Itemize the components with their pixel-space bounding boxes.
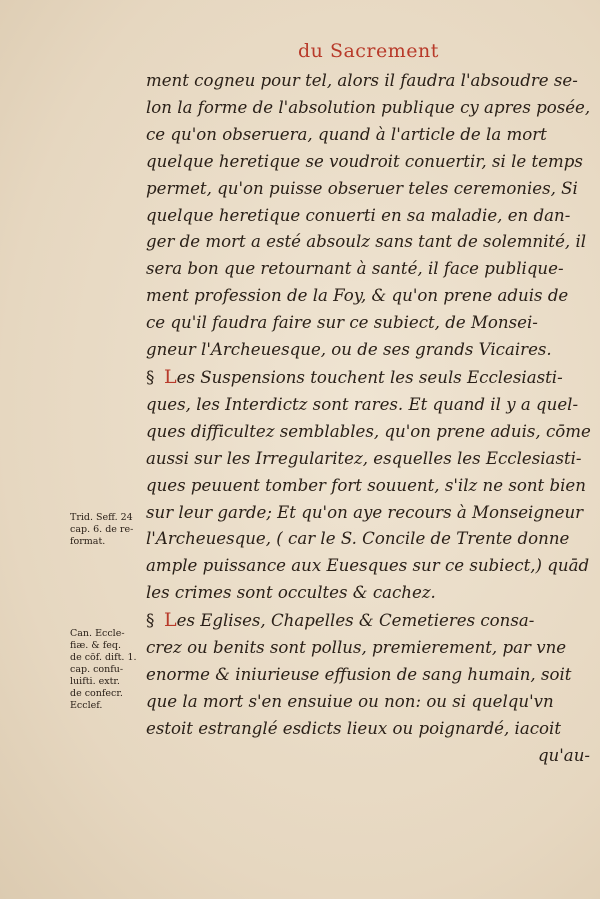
running-head: du Sacrement [298,40,439,62]
paragraph-3 [146,607,594,743]
first-line-text: es Eglises, Chapelles & Cemetieres consa- [176,611,535,631]
section-mark: § [146,611,155,631]
margin-note-trident [70,512,152,548]
paragraph-1 [146,68,594,364]
text-line: permet, qu'on puisse obseruer teles ceremonies, Si [146,178,578,198]
text-line [146,364,594,392]
text-line: estoit estranglé esdicts lieux ou poignardé, iacoit [146,718,562,738]
text-line: lon la forme de l'absolution publique cy apres posée, [146,97,591,117]
first-line-text: es Suspensions touchent les seuls Ecclesiasti- [176,367,563,387]
text-line: ample puissance aux Euesques sur ce subiect,) quād [146,556,590,576]
text-line: ment profession de la Foy, & qu'on prene aduis de [146,286,569,306]
margin-note-line: luifti. extr. [70,676,120,687]
initial-letter: L [164,365,177,388]
text-line: sur leur garde; Et qu'on aye recours à Monseigneur [146,502,584,522]
text-line: ques, les Interdictz sont rares. Et quand il y a quel- [146,394,579,414]
paragraph-2 [146,364,594,607]
text-line: quelque heretique conuerti en sa maladie, en dan- [146,205,571,225]
text-line: aussi sur les Irregularitez, esquelles les Ecclesiasti- [146,448,582,468]
margin-note-line: de confecr. [70,688,123,699]
section-mark: § [146,367,155,387]
text-line: crez ou benits sont pollus, premierement, par vne [146,638,567,658]
margin-note-line: de cōf. dift. 1. [70,652,137,663]
margin-note-line: Trid. Seff. 24 [70,512,133,523]
margin-note-line: cap. 6. de re- [70,524,134,535]
body-text [146,68,594,770]
text-line: quelque heretique se voudroit conuertir, si le temps [146,151,583,171]
margin-note-line: Can. Eccle- [70,628,125,639]
margin-note-line: Ecclef. [70,700,103,711]
text-line [146,607,594,635]
initial-letter: L [164,609,177,632]
catchword: qu'au- [537,745,590,765]
margin-note-line: format. [70,536,106,547]
margin-note-line: cap. confu- [70,664,124,675]
text-line: ques peuuent tomber fort souuent, s'ilz ne sont bien [146,475,586,495]
text-line: ce qu'on obseruera, quand à l'article de la mort [146,124,547,144]
text-line: enorme & iniurieuse effusion de sang humain, soit [146,664,572,684]
text-line: sera bon que retournant à santé, il face publique- [146,259,564,279]
text-line: ger de mort a esté absoulz sans tant de solemnité, il [146,232,587,252]
text-line: les crimes sont occultes & cachez. [146,583,436,603]
margin-note-canon [70,628,152,712]
text-line: l'Archeuesque, ( car le S. Concile de Trente donne [146,529,570,549]
text-line: ment cogneu pour tel, alors il faudra l'absoudre se- [146,71,578,90]
text-line: ce qu'il faudra faire sur ce subiect, de Monsei- [146,313,538,333]
text-line: ques difficultez semblables, qu'on prene aduis, cōme [146,421,591,441]
text-line: gneur l'Archeuesque, ou de ses grands Vicaires. [146,340,552,360]
margin-note-line: fiæ. & feq. [70,640,122,651]
text-line: que la mort s'en ensuiue ou non: ou si quelqu'vn [146,691,554,711]
